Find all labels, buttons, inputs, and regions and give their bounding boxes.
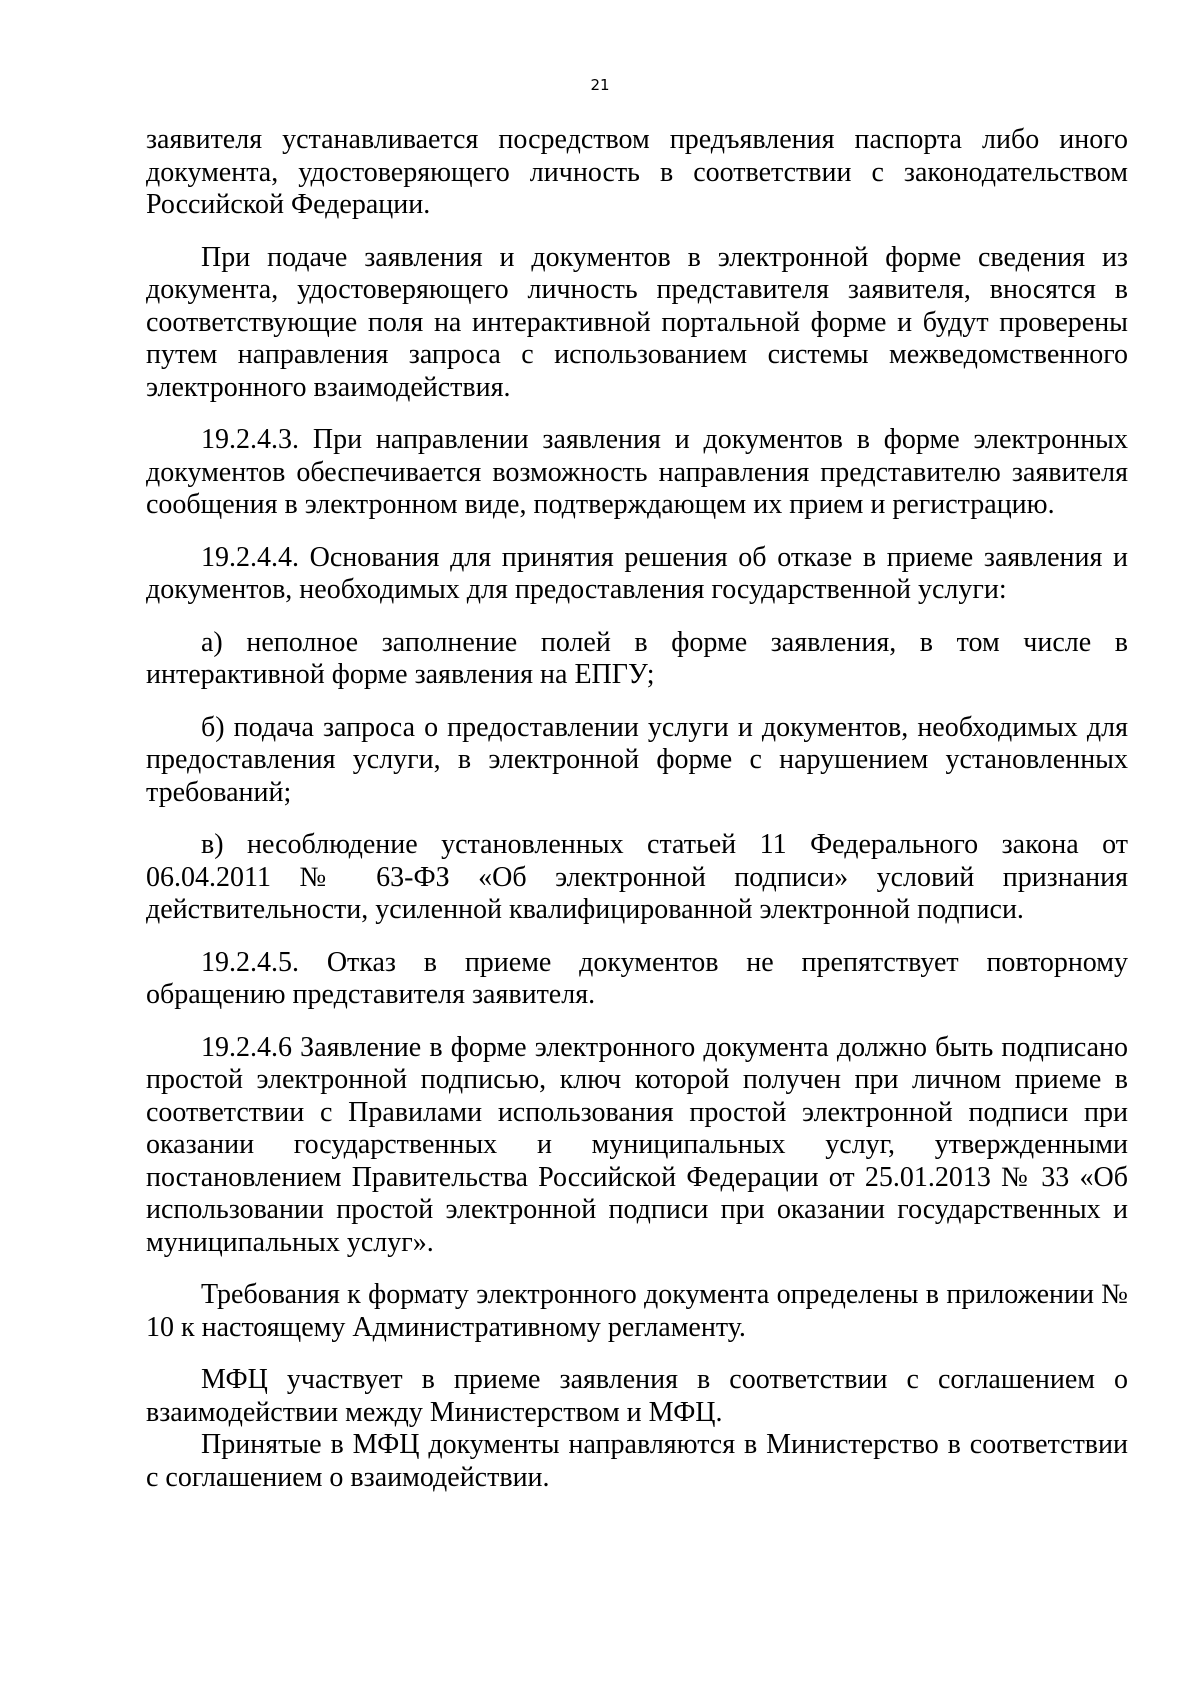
list-item-b: б) подача запроса о предоставлении услуги и документов, необходимых для предоставления услуги, в электронной форме с нарушением установленных требований; xyxy=(146,711,1128,808)
paragraph-19-2-4-5: 19.2.4.5. Отказ в приеме документов не препятствует повторному обращению представителя заявителя. xyxy=(146,946,1128,1010)
paragraph-electronic-submission: При подаче заявления и документов в электронной форме сведения из документа, удостоверяющего личность представителя заявителя, вносятся в соответствующие поля на интерактивной портальной форме и будут проверены путем направления запроса с использованием системы межведомственного электронного взаимодействия. xyxy=(146,241,1128,403)
paragraph-19-2-4-4: 19.2.4.4. Основания для принятия решения об отказе в приеме заявления и документов, необходимых для предоставления государственной услуги: xyxy=(146,541,1128,605)
paragraph-19-2-4-6: 19.2.4.6 Заявление в форме электронного документа должно быть подписано простой электронной подписью, ключ которой получен при личном приеме в соответствии с Правилами использования простой электронной подписи при оказании государственных и муниципальных услуг, утвержденными постановлением Правительства Российской Федерации от 25.01.2013 № 33 «Об использовании простой электронной подписи при оказании государственных и муниципальных услуг». xyxy=(146,1031,1128,1258)
list-item-v: в) несоблюдение установленных статьей 11 Федерального закона от 06.04.2011 № 63-ФЗ «Об электронной подписи» условий признания действительности, усиленной квалифицированной электронной подписи. xyxy=(146,829,1128,925)
page-number: 21 xyxy=(590,76,610,94)
list-item-a: а) неполное заполнение полей в форме заявления, в том числе в интерактивной форме заявления на ЕПГУ; xyxy=(146,626,1128,690)
paragraph-continuation: заявителя устанавливается посредством предъявления паспорта либо иного документа, удостоверяющего личность в соответствии с законодательством Российской Федерации. xyxy=(146,124,1128,220)
paragraph-mfc-documents: Принятые в МФЦ документы направляются в Министерство в соответствии с соглашением о взаимодействии. xyxy=(146,1429,1128,1493)
paragraph-format-requirements: Требования к формату электронного документа определены в приложении № 10 к настоящему Административному регламенту. xyxy=(146,1279,1128,1343)
document-body xyxy=(146,124,1128,1514)
paragraph-19-2-4-3: 19.2.4.3. При направлении заявления и документов в форме электронных документов обеспечивается возможность направления представителю заявителя сообщения в электронном виде, подтверждающем их прием и регистрацию. xyxy=(146,424,1128,520)
paragraph-mfc-participation: МФЦ участвует в приеме заявления в соответствии с соглашением о взаимодействии между Министерством и МФЦ. xyxy=(146,1364,1128,1428)
